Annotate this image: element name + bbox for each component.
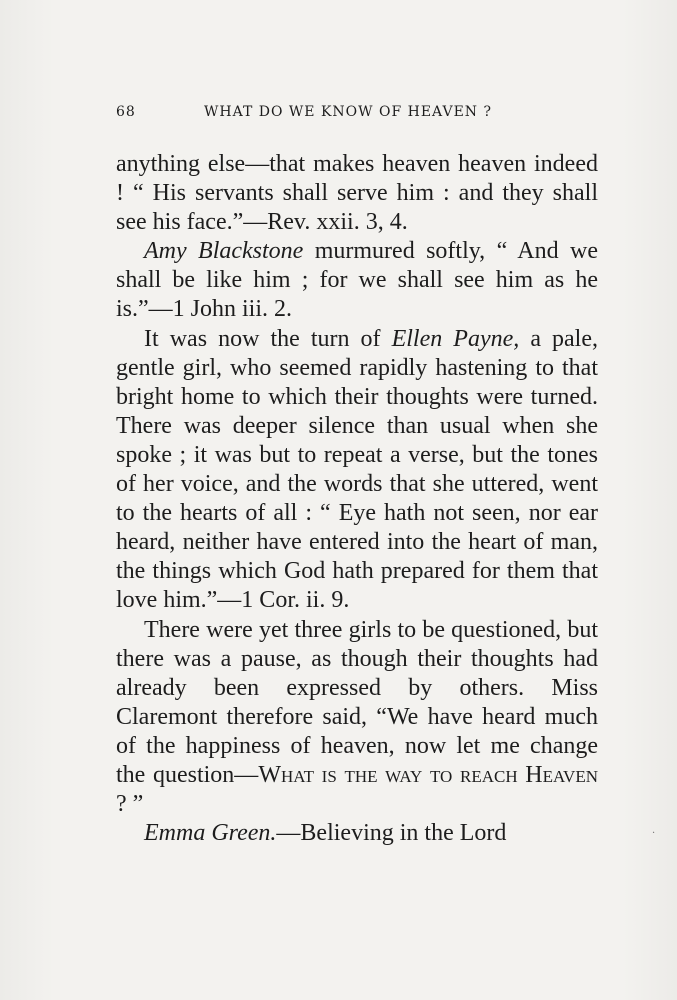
paragraph-3-lead: It was now the turn of bbox=[144, 325, 392, 352]
paragraph-1 bbox=[116, 150, 598, 237]
paragraph-5-text: —Believing in the Lord bbox=[276, 820, 507, 847]
speaker-name-amy: Amy Blackstone bbox=[144, 238, 304, 265]
paragraph-3-text: a pale, gentle girl, who seemed rapidly hastening to that bright home to which their thoughts were turned. There was deeper silence than usual when she spoke ; it was but to repeat a verse, but the tones of her voice, and the words that she uttered, went to the hearts of all : “ Eye hath not seen, nor ear heard, neither have entered into the heart of man, the things which God hath prepared for them that love him.”—1 Cor. ii. 9. bbox=[116, 325, 598, 614]
page-number: 68 bbox=[116, 104, 136, 120]
speaker-name-ellen: Ellen Payne, bbox=[391, 325, 520, 352]
paragraph-2 bbox=[116, 237, 598, 324]
paragraph-4 bbox=[116, 616, 598, 820]
paragraph-2-text: murmured softly, “ And we shall be like him ; for we shall see him as he is.”—1 John iii. 2. bbox=[116, 238, 598, 323]
margin-speck: · bbox=[652, 828, 656, 839]
paragraph-1-text: anything else—that makes heaven heaven indeed ! “ His servants shall serve him : and they shall see his face.”—Rev. xxii. 3, 4. bbox=[116, 151, 598, 236]
paragraph-4-end: ” bbox=[126, 791, 144, 818]
speaker-name-emma: Emma Green. bbox=[144, 820, 277, 847]
paragraph-5 bbox=[116, 819, 598, 848]
question-small-caps: What is the way to reach Heaven ? bbox=[116, 761, 598, 818]
running-title: WHAT DO WE KNOW OF HEAVEN ? bbox=[204, 104, 492, 120]
paragraph-4-text: There were yet three girls to be questioned, but there was a pause, as though their thoughts had already been expressed by others. Miss Claremont therefore said, “We have heard much of the happiness of heaven, now let me change the question— bbox=[116, 616, 598, 788]
paragraph-3 bbox=[116, 325, 598, 616]
page-body bbox=[116, 150, 598, 848]
